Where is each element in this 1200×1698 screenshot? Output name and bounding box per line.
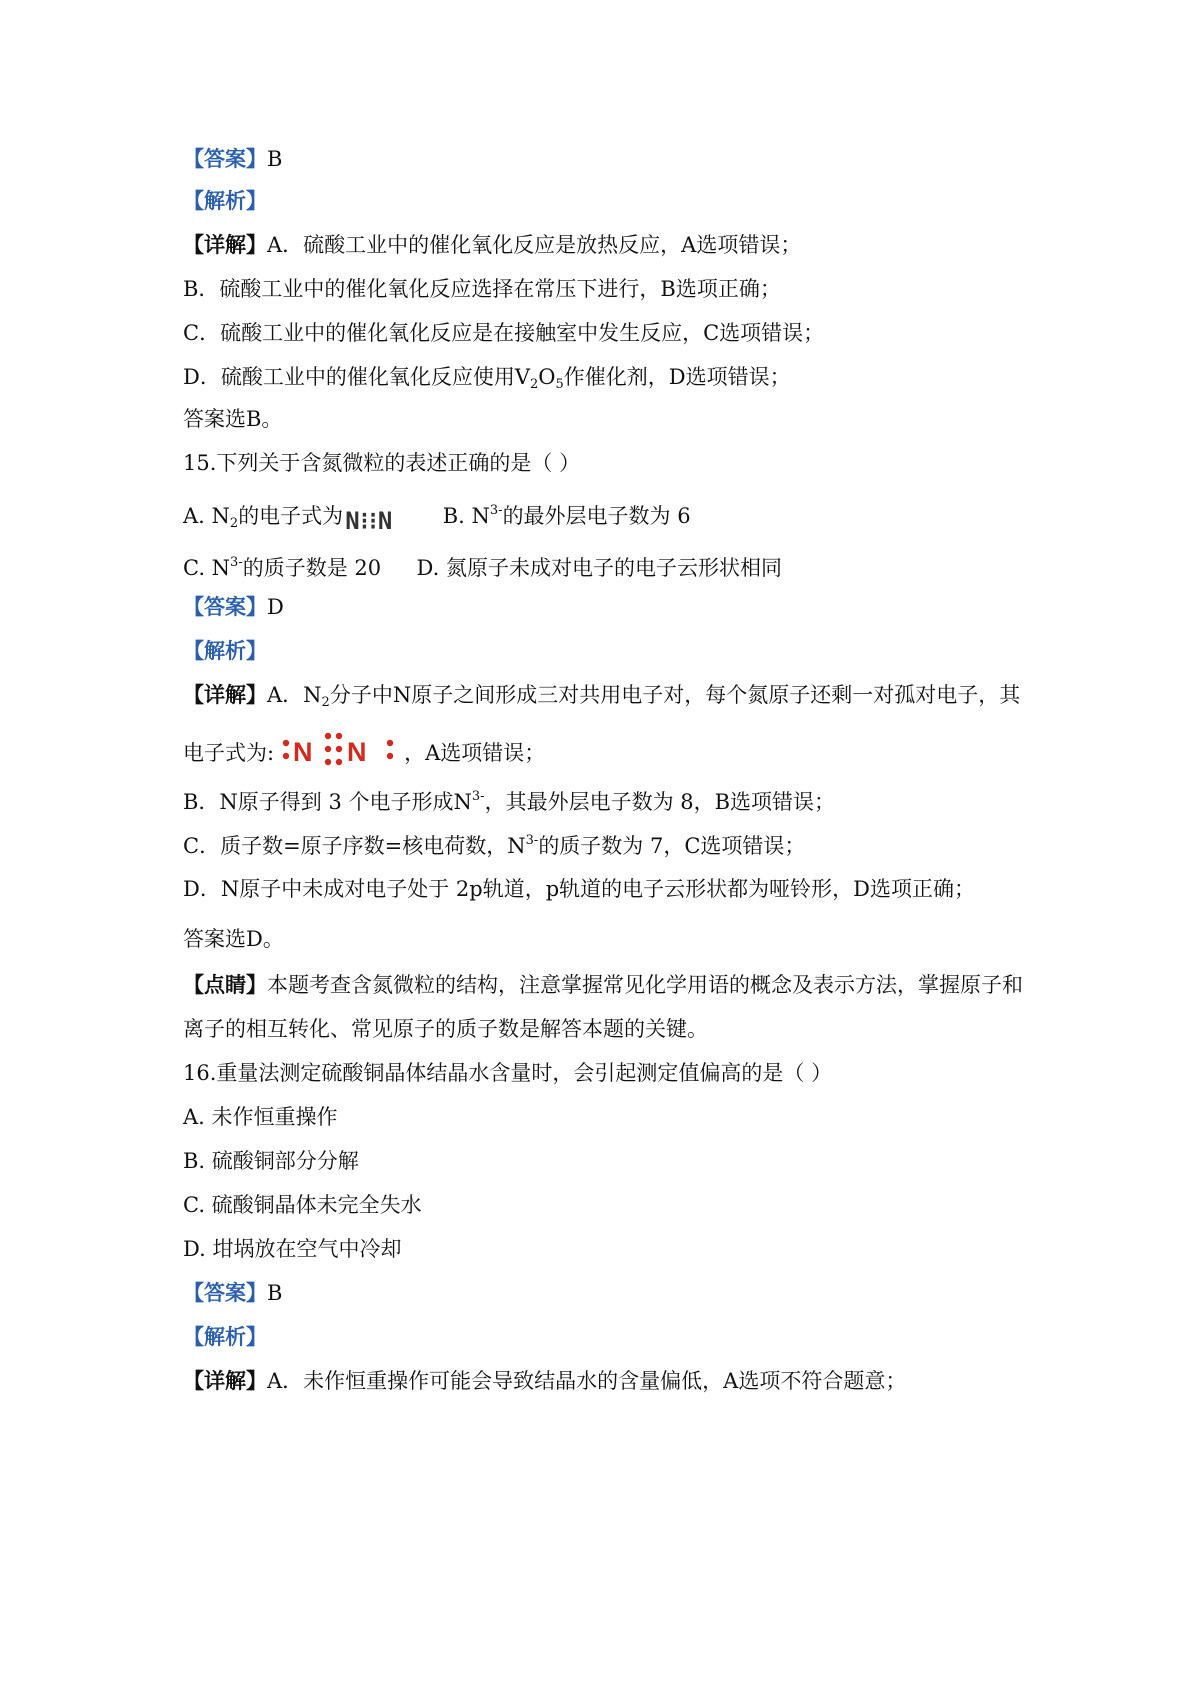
q15-detail-b	[183, 782, 835, 817]
detail-label: 【详解】	[183, 682, 267, 707]
q15-detail-a-pre: A．N	[267, 683, 322, 707]
q15-detail-c-post: 的质子数为 7，C选项错误；	[538, 834, 806, 858]
q16-answer: B	[267, 1281, 283, 1305]
q15-opt-c-sup: 3-	[230, 555, 243, 570]
q14-answer-line	[183, 144, 282, 174]
q14-detail-d-post: 作催化剂，D选项错误；	[563, 365, 791, 389]
q14-detail-a-text: A．硫酸工业中的催化氧化反应是放热反应，A选项错误；	[267, 233, 802, 257]
svg-text:N: N	[347, 737, 367, 767]
q16-opt-c: C. 硫酸铜晶体未完全失水	[183, 1193, 422, 1217]
q15-opt-b-post: 的最外层电子数为 6	[502, 504, 691, 528]
q15-opt-d: D. 氮原子未成对电子的电子云形状相同	[416, 556, 782, 580]
q15-detail-c-pre: C．质子数=原子序数=核电荷数，N	[183, 834, 526, 858]
q15-opt-b-pre: B. N	[442, 504, 490, 528]
q15-detail-b-sup: 3-	[471, 789, 485, 804]
q15-detail-c-sup: 3-	[525, 833, 539, 848]
q16-analysis-line	[183, 1322, 267, 1352]
q16-stem: 16.重量法测定硫酸铜晶体结晶水含量时，会引起测定值偏高的是（ ）	[183, 1061, 833, 1085]
q15-conclusion: 答案选D。	[183, 927, 284, 951]
q15-opt-a-post: 的电子式为	[238, 504, 344, 528]
q15-stem: 15.下列关于含氮微粒的表述正确的是（ ）	[183, 451, 581, 475]
q16-detail-a	[183, 1366, 906, 1396]
q15-detail-a2	[183, 730, 545, 778]
q15-detail-a2-post: ，A选项错误；	[404, 741, 546, 765]
q15-detail-c	[183, 826, 805, 861]
q15-opt-c-pre: C. N	[183, 556, 231, 580]
q16-detail-a-text: A．未作恒重操作可能会导致结晶水的含量偏低，A选项不符合题意；	[267, 1369, 907, 1393]
q15-detail-b-pre: B．N原子得到 3 个电子形成N	[183, 790, 472, 814]
q14-detail-d	[183, 362, 791, 400]
q15-options-cd	[183, 548, 782, 583]
answer-label: 【答案】	[183, 1280, 267, 1305]
q14-detail-c: C．硫酸工业中的催化氧化反应是在接触室中发生反应，C选项错误；	[183, 321, 825, 345]
q15-opt-a-sub: 2	[229, 516, 239, 531]
q14-detail-a	[183, 230, 801, 260]
q15-comment-2: 离子的相互转化、常见原子的质子数是解答本题的关键。	[183, 1017, 708, 1041]
q16-opt-b: B. 硫酸铜部分分解	[183, 1149, 359, 1173]
q15-comment-1	[183, 970, 1023, 1000]
answer-label: 【答案】	[183, 146, 267, 171]
q15-opt-a-pre: A. N	[183, 504, 230, 528]
q15-detail-a	[183, 680, 1020, 718]
svg-text:N: N	[293, 737, 313, 767]
comment-label: 【点睛】	[183, 972, 267, 997]
q15-detail-b-post: ，其最外层电子数为 8，B选项错误；	[484, 790, 836, 814]
q15-options-ab	[183, 496, 691, 539]
q15-comment-1-text: 本题考查含氮微粒的结构，注意掌握常见化学用语的概念及表示方法，掌握原子和	[267, 973, 1023, 997]
q15-detail-a-post: 分子中N原子之间形成三对共用电子对，每个氮原子还剩一对孤对电子，其	[329, 683, 1021, 707]
q14-answer: B	[267, 147, 283, 171]
q15-detail-a2-pre: 电子式为:	[183, 741, 275, 765]
q16-opt-a: A. 未作恒重操作	[183, 1105, 338, 1129]
q15-opt-c-post: 的质子数是 20	[242, 556, 382, 580]
q14-v-sub: 2	[530, 377, 539, 392]
answer-label: 【答案】	[183, 594, 267, 619]
q14-conclusion: 答案选B。	[183, 407, 283, 431]
q15-answer-line	[183, 592, 284, 622]
q14-o: O	[538, 365, 556, 389]
q14-analysis-line	[183, 186, 267, 216]
n2-lewis-structure-image	[280, 730, 398, 778]
q16-opt-d: D. 坩埚放在空气中冷却	[183, 1237, 402, 1261]
q15-detail-a-sub: 2	[321, 695, 330, 710]
q15-opt-b-sup: 3-	[489, 503, 503, 518]
q15-answer: D	[267, 595, 284, 619]
q15-detail-d: D．N原子中未成对电子处于 2p轨道，p轨道的电子云形状都为哑铃形，D选项正确；	[183, 877, 975, 901]
n2-electron-formula-image: N⁝⁝N	[345, 507, 394, 535]
detail-label: 【详解】	[183, 232, 267, 257]
analysis-label: 【解析】	[183, 1324, 267, 1349]
q16-answer-line	[183, 1278, 282, 1308]
q14-detail-b: B．硫酸工业中的催化氧化反应选择在常压下进行，B选项正确；	[183, 277, 781, 301]
q15-analysis-line	[183, 636, 267, 666]
analysis-label: 【解析】	[183, 188, 267, 213]
q14-detail-d-pre: D．硫酸工业中的催化氧化反应使用V	[183, 365, 531, 389]
q14-o-sub: 5	[555, 377, 564, 392]
detail-label: 【详解】	[183, 1368, 267, 1393]
analysis-label: 【解析】	[183, 638, 267, 663]
